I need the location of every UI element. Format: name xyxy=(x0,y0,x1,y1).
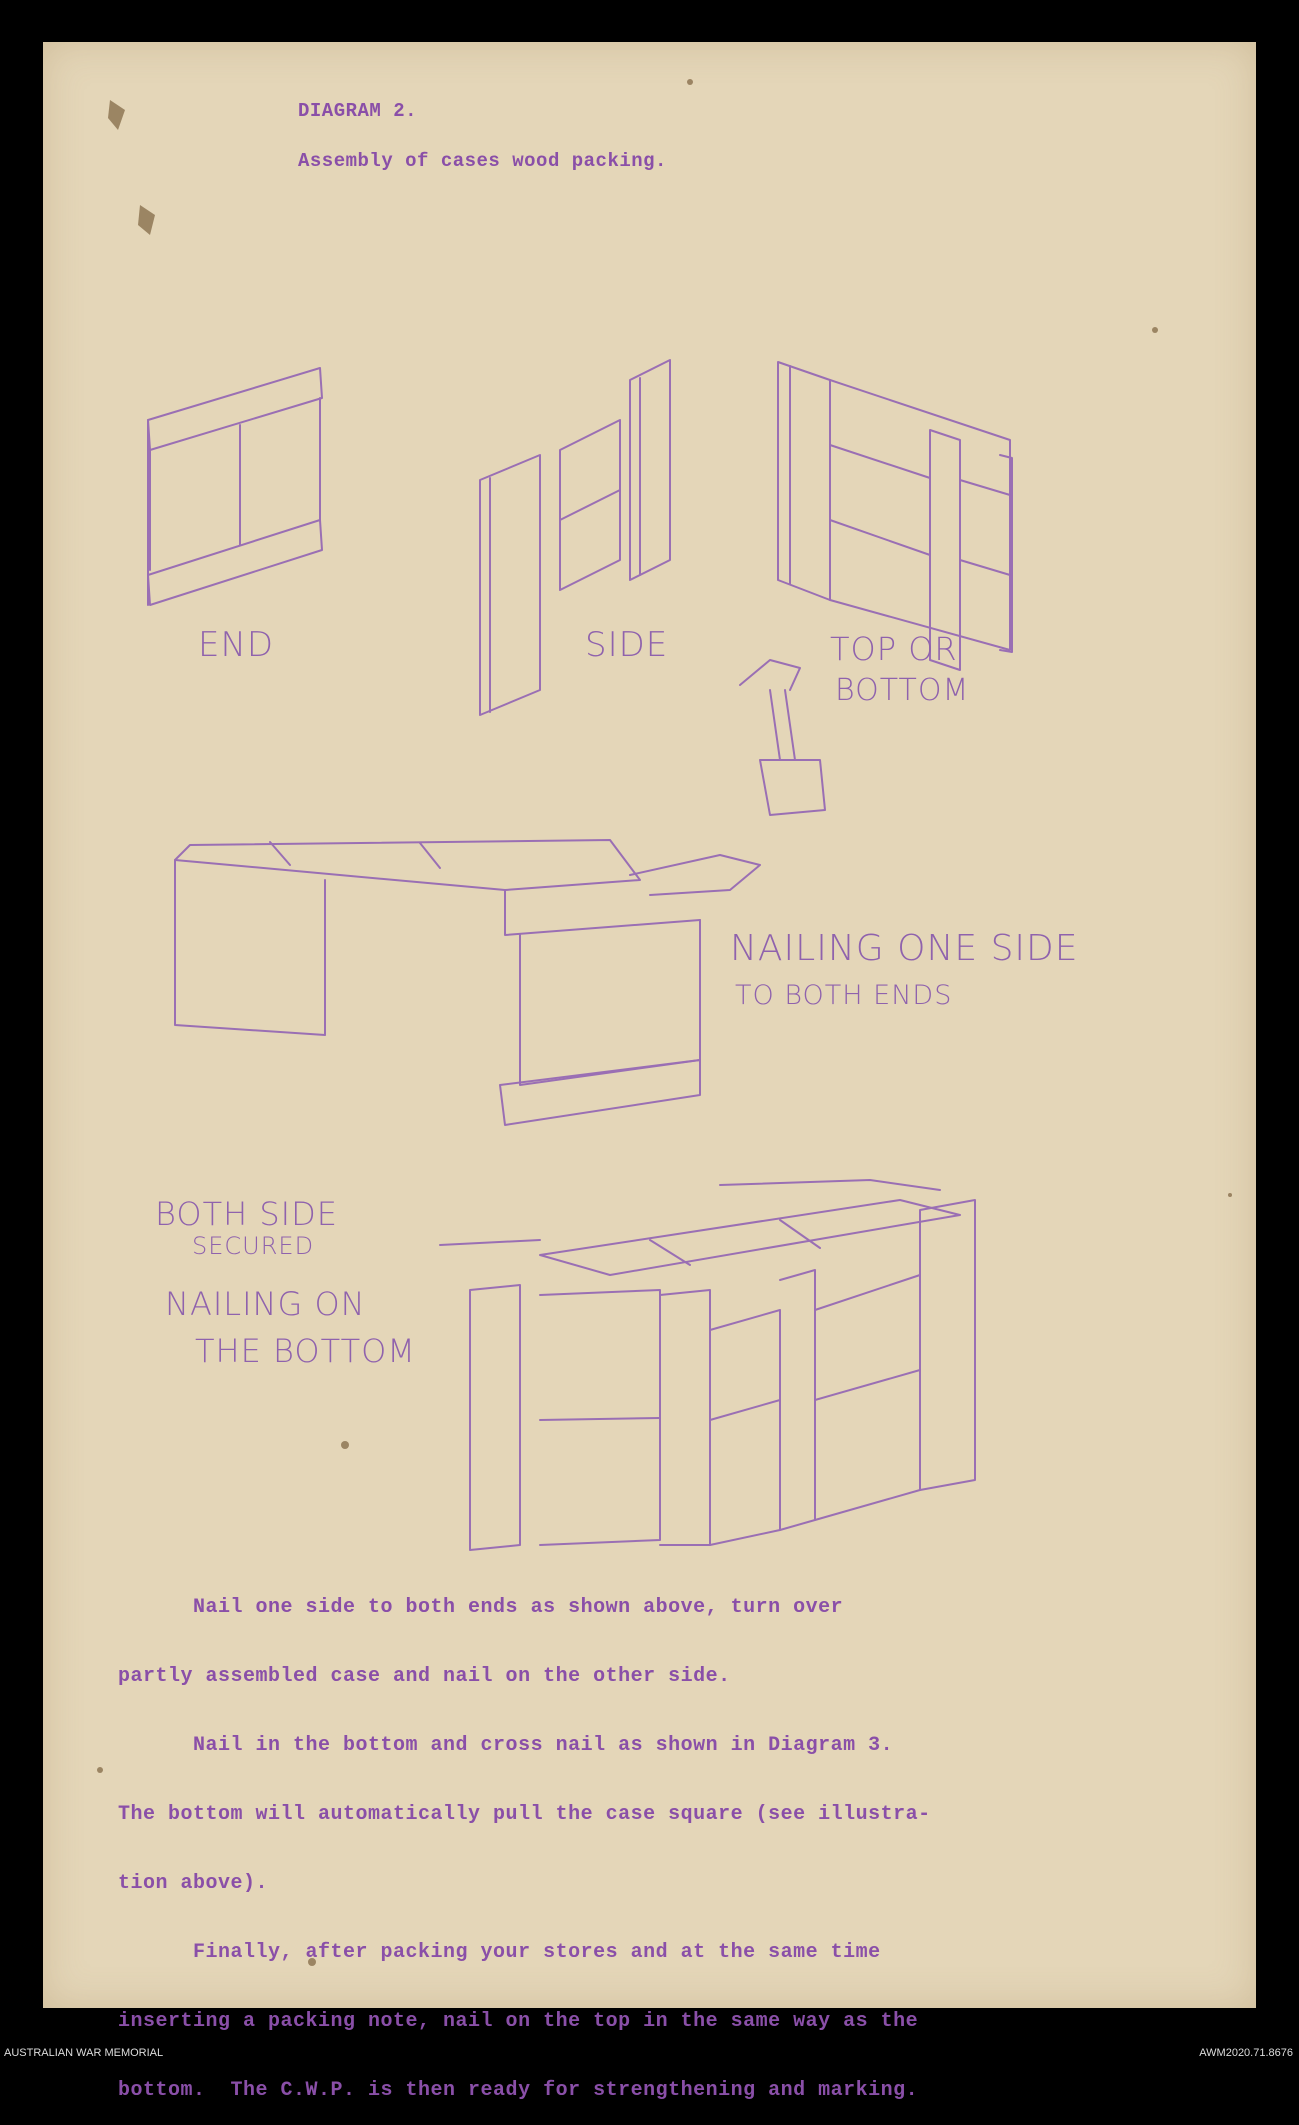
label-end: END xyxy=(198,625,275,665)
hammer-drawing xyxy=(740,660,825,815)
label-nailing-one-side: NAILING ONE SIDE xyxy=(730,928,1079,969)
body-line: partly assembled case and nail on the other side. xyxy=(118,1665,731,1688)
body-line: tion above). xyxy=(118,1872,269,1895)
body-line: Nail one side to both ends as shown above, turn over xyxy=(118,1596,844,1619)
body-line: inserting a packing note, nail on the top in the same way as the xyxy=(118,2010,919,2033)
body-line: The bottom will automatically pull the case square (see illustra- xyxy=(118,1803,931,1826)
body-line: bottom. The C.W.P. is then ready for strengthening and marking. xyxy=(118,2079,919,2102)
label-both-side: BOTH SIDE xyxy=(155,1195,338,1233)
label-the-bottom: THE BOTTOM xyxy=(195,1332,416,1370)
diagram-subheading: Assembly of cases wood packing. xyxy=(298,150,667,172)
diagram-heading: DIAGRAM 2. xyxy=(298,100,418,122)
label-bottom: BOTTOM xyxy=(835,673,970,708)
label-top-or: TOP OR xyxy=(830,630,958,668)
finished-case-drawing xyxy=(440,1180,975,1550)
top-bottom-panel-drawing xyxy=(778,362,1012,670)
end-panel-drawing xyxy=(148,368,322,605)
body-line: Finally, after packing your stores and at the same time xyxy=(118,1941,881,1964)
label-side: SIDE xyxy=(585,625,669,665)
label-secured: SECURED xyxy=(192,1232,315,1260)
instructions-text xyxy=(118,1550,931,2125)
footer-accession: AWM2020.71.8676 xyxy=(1199,2047,1293,2059)
label-to-both-ends: TO BOTH ENDS xyxy=(735,980,953,1011)
label-nailing-on: NAILING ON xyxy=(165,1285,366,1323)
body-line: Nail in the bottom and cross nail as shown in Diagram 3. xyxy=(118,1734,894,1757)
footer-source: AUSTRALIAN WAR MEMORIAL xyxy=(4,2047,164,2059)
nailing-side-drawing xyxy=(175,840,760,1125)
